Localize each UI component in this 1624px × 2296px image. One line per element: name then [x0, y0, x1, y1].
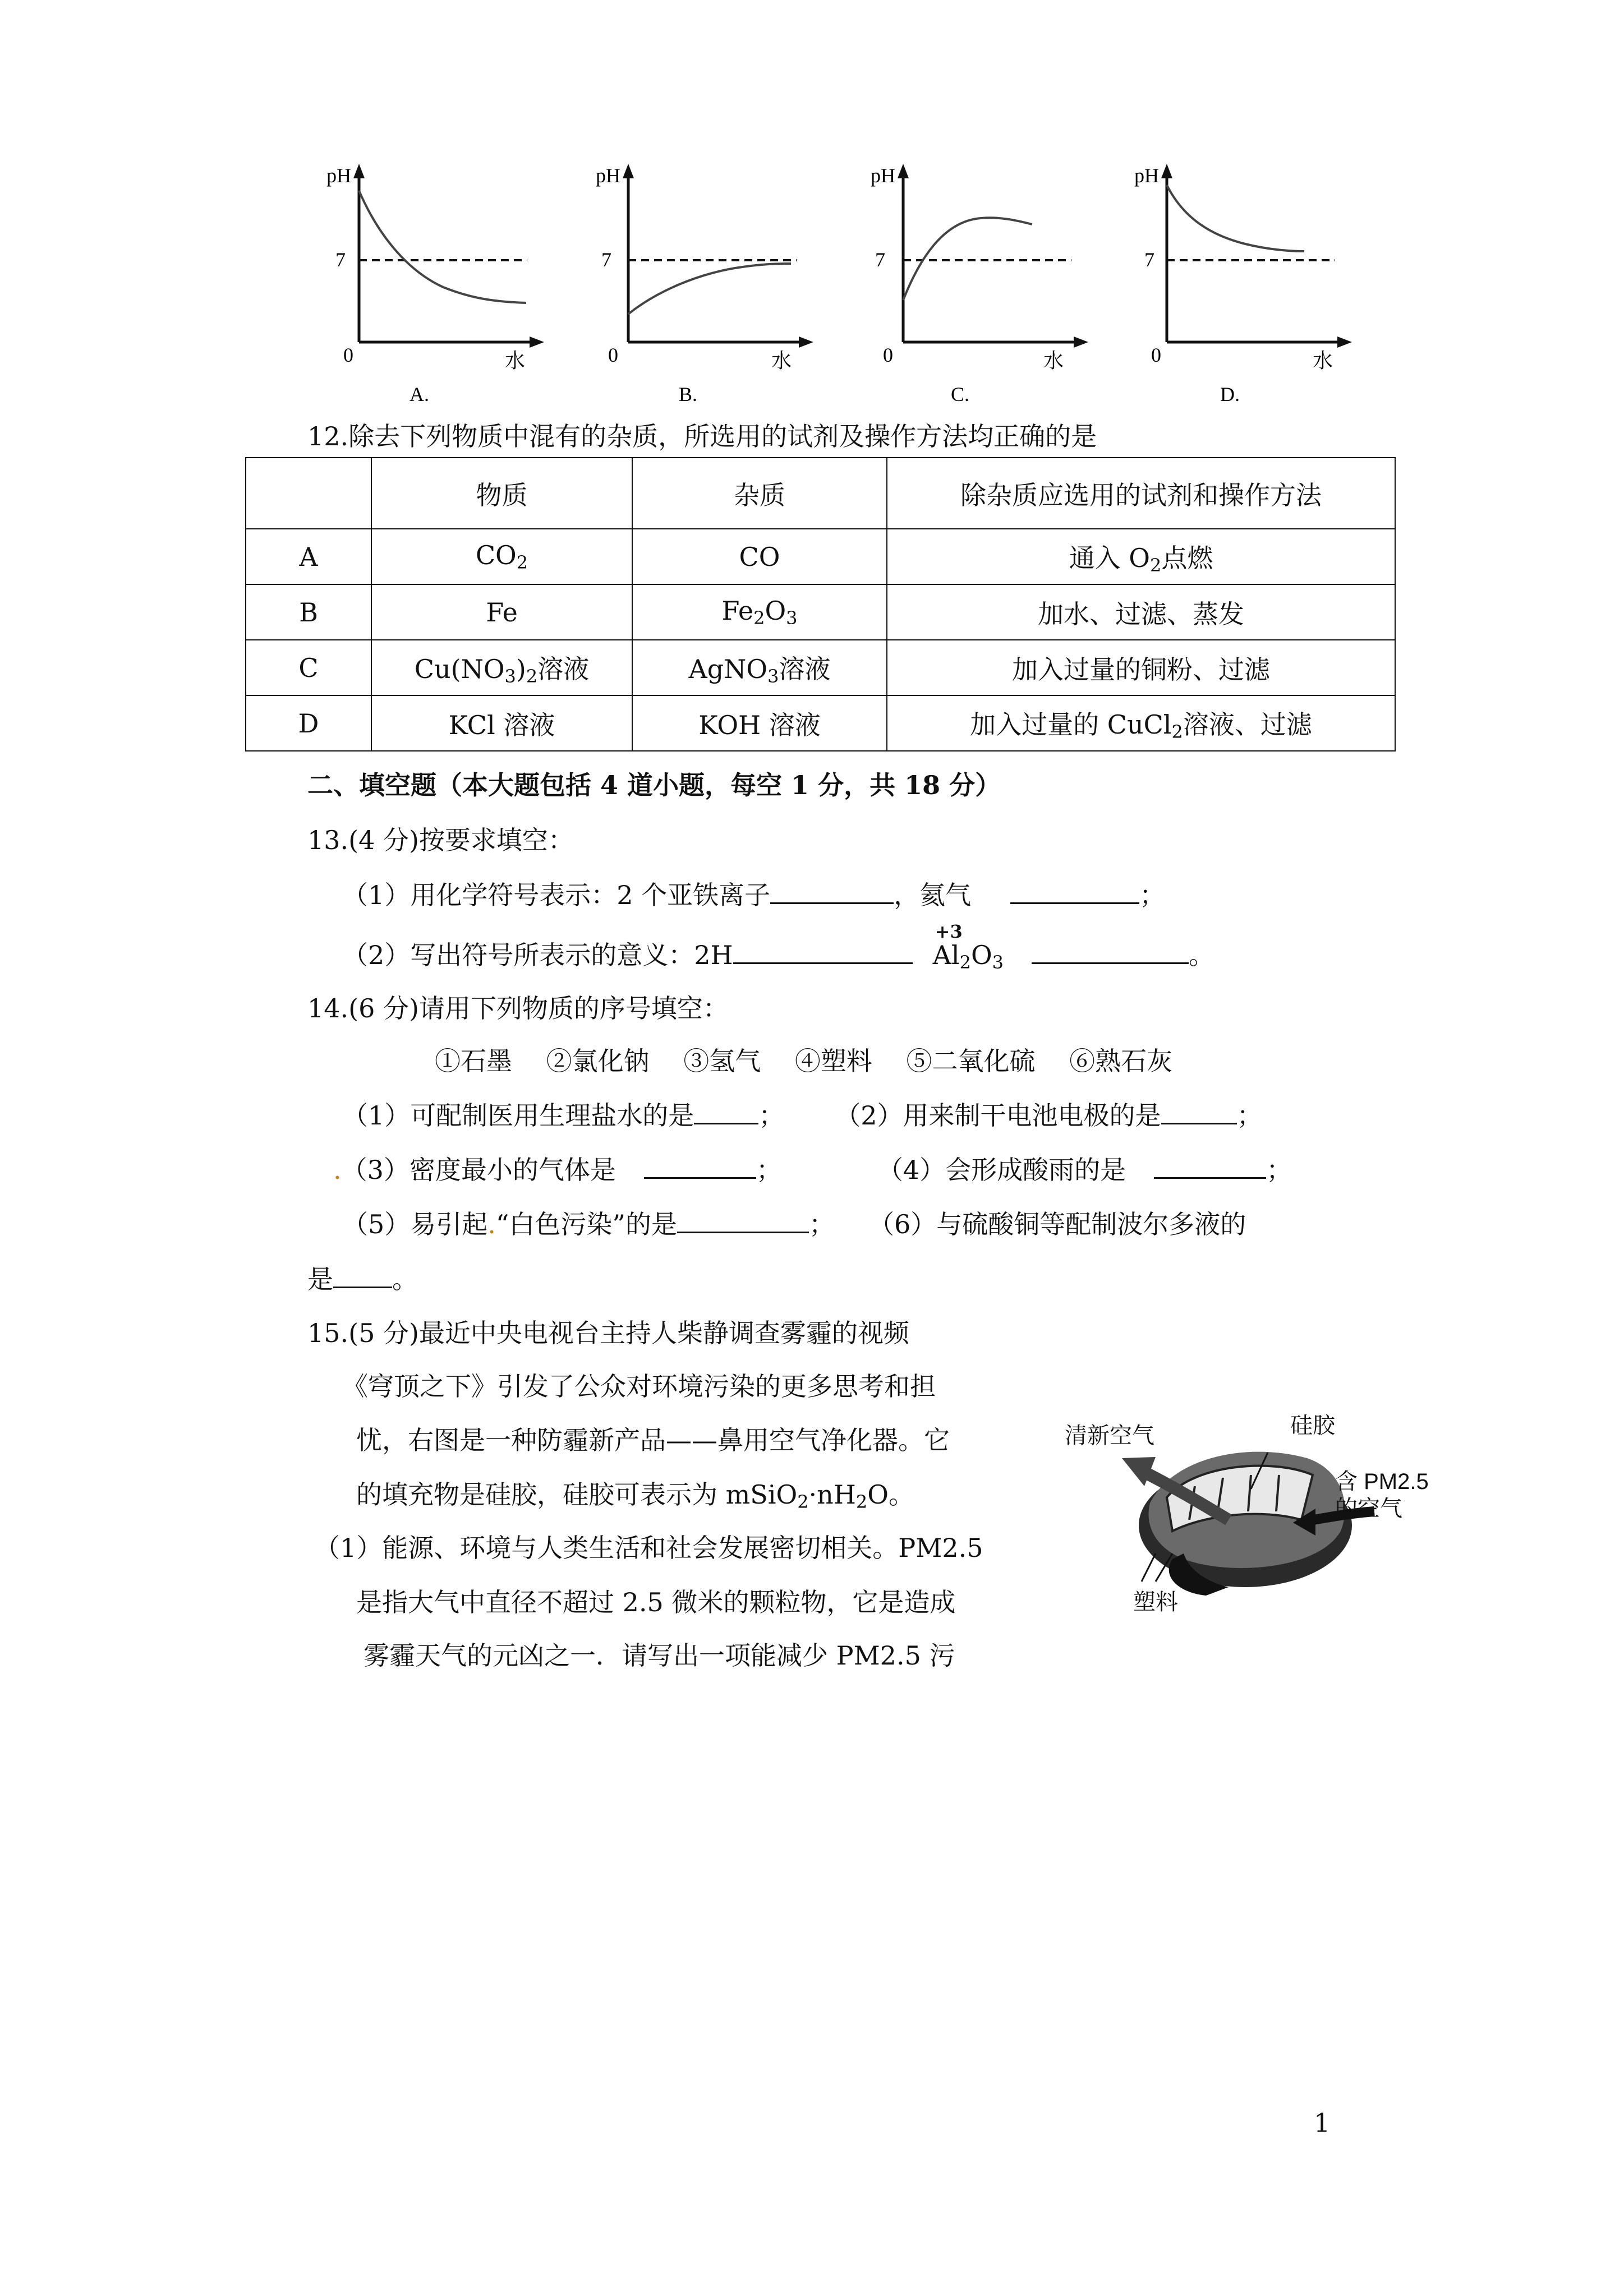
q14-line2: .（3）密度最小的气体是 ； （4）会形成酸雨的是 ； [333, 1152, 1292, 1187]
q15-line6: 是指大气中直径不超过 2.5 微米的颗粒物，它是造成 [356, 1587, 956, 1617]
table-row [246, 584, 1395, 640]
section-heading: 二、填空题（本大题包括 4 道小题，每空 1 分，共 18 分） [307, 770, 1001, 800]
page-number: 1 [1314, 2108, 1331, 2138]
header-cell: 物质 [371, 458, 632, 529]
q14-line3: （5）易引起.“白色污染”的是 ； （6）与硫酸铜等配制波尔多液的 [342, 1207, 1246, 1241]
q13-line2: （2）写出符号所表示的意义：2H +3 $Al_2O_3$ 。 [342, 938, 1214, 979]
substance-cell: $Cu(NO_3)_2$溶液 [371, 640, 632, 695]
y-axis-label: pH [871, 164, 895, 187]
option-label: B [246, 584, 371, 640]
answer-blank[interactable] [333, 1262, 392, 1288]
answer-blank[interactable] [770, 878, 894, 904]
table-row [246, 695, 1395, 751]
header-cell: 除杂质应选用的试剂和操作方法 [887, 458, 1395, 529]
method-cell: 通入 $O_2$点燃 [887, 529, 1395, 584]
y-axis-label: pH [326, 164, 351, 187]
q12-table [245, 457, 1396, 751]
q15-line2: 《穹顶之下》引发了公众对环境污染的更多思考和担 [342, 1371, 936, 1401]
table-header-row [246, 458, 1395, 529]
method-cell: 加入过量的铜粉、过滤 [887, 640, 1395, 695]
silica-gel-label: 硅胶 [1290, 1413, 1335, 1438]
origin-label: 0 [608, 344, 618, 366]
answer-blank[interactable] [694, 1098, 758, 1124]
q15-line1: 15.(5 分)最近中央电视台主持人柴静调查雾霾的视频 [307, 1318, 909, 1348]
impurity-cell: $Fe_2O_3$ [632, 584, 887, 640]
x-axis-label: 水 [505, 349, 526, 372]
substance-cell: KCl 溶液 [371, 695, 632, 751]
tick-7: 7 [601, 248, 611, 271]
answer-blank[interactable] [1010, 878, 1139, 904]
q13-line1: （1）用化学符号表示：2 个亚铁离子 ，氦气 ； [342, 878, 1165, 912]
q13-title: 13.(4 分)按要求填空： [307, 825, 574, 855]
q15-line7: 雾霾天气的元凶之一．请写出一项能减少 PM2.5 污 [364, 1640, 955, 1671]
pm25-air-label-2: 的空气 [1335, 1496, 1402, 1521]
x-axis-label: 水 [771, 349, 792, 372]
table-row [246, 529, 1395, 584]
tick-7: 7 [1144, 248, 1154, 271]
q14-options: ①石墨 ②氯化钠 ③氢气 ④塑料 ⑤二氧化硫 ⑥熟石灰 [435, 1046, 1173, 1076]
ph-graph-c [858, 151, 1150, 421]
q15-line3: 忧，右图是一种防霾新产品——鼻用空气净化器。它 [356, 1425, 950, 1455]
q15-line5: （1）能源、环境与人类生活和社会发展密切相关。PM2.5 [314, 1533, 983, 1563]
substance-cell: Fe [371, 584, 632, 640]
plastic-label: 塑料 [1133, 1590, 1178, 1615]
origin-label: 0 [343, 344, 353, 366]
answer-blank[interactable] [644, 1152, 756, 1179]
nasal-purifier-figure [1060, 1391, 1442, 1615]
header-cell [246, 458, 371, 529]
table-row [246, 640, 1395, 695]
q15-line4: 的填充物是硅胶，硅胶可表示为 $mSiO_2\cdot nH_2O$。 [356, 1479, 914, 1513]
graph-caption: C. [951, 383, 970, 405]
tick-7: 7 [875, 248, 885, 271]
answer-blank[interactable] [1161, 1098, 1237, 1124]
impurity-cell: KOH 溶液 [632, 695, 887, 751]
answer-blank[interactable] [1032, 938, 1189, 964]
answer-blank[interactable] [733, 938, 913, 964]
header-cell: 杂质 [632, 458, 887, 529]
option-label: C [246, 640, 371, 695]
option-label: A [246, 529, 371, 584]
origin-label: 0 [883, 344, 893, 366]
y-axis-label: pH [1134, 164, 1159, 187]
graph-caption: D. [1220, 383, 1240, 405]
graph-caption: A. [410, 383, 429, 405]
fresh-air-label: 清新空气 [1065, 1423, 1154, 1448]
q14-line4: 是 。 [307, 1262, 418, 1296]
q14-title: 14.(6 分)请用下列物质的序号填空： [307, 993, 729, 1023]
tick-7: 7 [335, 248, 346, 271]
substance-cell: $CO_2$ [371, 529, 632, 584]
ph-graph-a [314, 151, 606, 421]
al2o3-formula: +3 $Al_2O_3$ [932, 921, 1004, 973]
x-axis-label: 水 [1043, 349, 1064, 372]
x-axis-label: 水 [1313, 349, 1333, 372]
ph-graph-b [583, 151, 875, 421]
ph-graph-d [1122, 151, 1414, 421]
pm25-air-label: 含 PM2.5 [1335, 1469, 1429, 1494]
method-cell: 加水、过滤、蒸发 [887, 584, 1395, 640]
origin-label: 0 [1151, 344, 1161, 366]
impurity-cell: CO [632, 529, 887, 584]
option-label: D [246, 695, 371, 751]
method-cell: 加入过量的 CuCl$_2$溶液、过滤 [887, 695, 1395, 751]
q14-line1: （1）可配制医用生理盐水的是 ； （2）用来制干电池电极的是 ； [342, 1098, 1263, 1132]
graph-caption: B. [679, 383, 698, 405]
answer-blank[interactable] [1154, 1152, 1266, 1179]
answer-blank[interactable] [677, 1207, 809, 1233]
impurity-cell: AgNO$_3$溶液 [632, 640, 887, 695]
y-axis-label: pH [596, 164, 620, 187]
q12-question: 12.除去下列物质中混有的杂质，所选用的试剂及操作方法均正确的是 [307, 421, 1097, 451]
